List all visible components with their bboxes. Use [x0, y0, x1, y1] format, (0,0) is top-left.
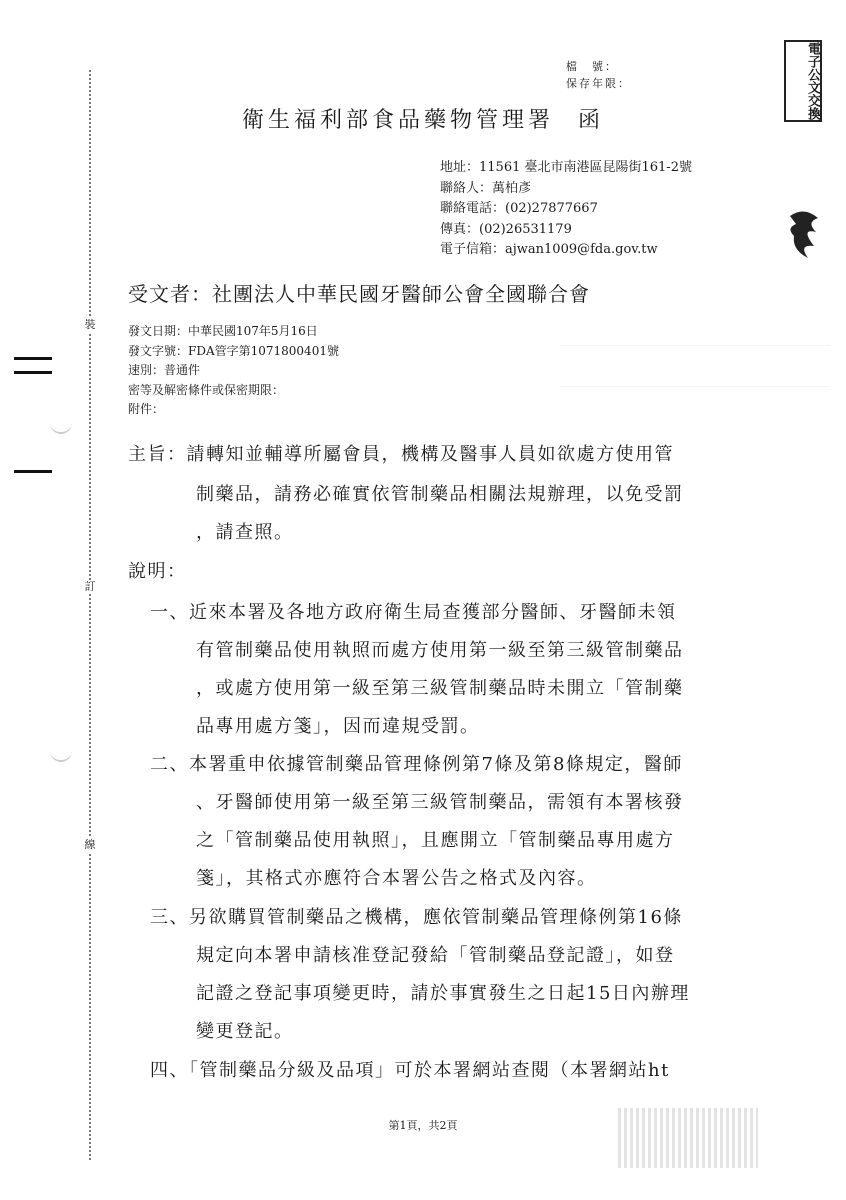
contact-phone: 聯絡電話：(02)27877667 [440, 201, 598, 216]
item-line: 有管制藥品使用執照而處方使用第一級至第三級管制藥品 [196, 640, 684, 661]
contact-block [440, 158, 692, 261]
item-line: 品專用處方箋」，因而違規受罰。 [196, 716, 480, 737]
item-line: 四、「管制藥品分級及品項」可於本署網站查閱（本署網站ht [150, 1060, 670, 1081]
agency-name: 衛生福利部食品藥物管理署 [241, 108, 554, 133]
page-number: 第1頁，共2頁 [388, 1119, 458, 1132]
delivery-speed: 速別：普通件 [128, 363, 201, 377]
contact-email: 電子信箱：ajwan1009@fda.gov.tw [440, 242, 658, 257]
exchange-stamp: 電子公文交換 [784, 40, 822, 122]
binding-line [89, 70, 91, 1160]
confidentiality: 密等及解密條件或保密期限： [128, 382, 285, 397]
binding-mark [14, 371, 52, 374]
binding-char-zhuang: 裝 [82, 318, 98, 332]
item-line: ，或處方使用第一級至第三級管制藥品時未開立「管制藥 [196, 678, 684, 699]
subject-line: 主旨：請轉知並輔導所屬會員，機構及醫事人員如欲處方使用管 [128, 444, 674, 465]
binding-char-ding: 訂 [82, 580, 98, 594]
contact-address: 地址：11561 臺北市南港區昆陽街161-2號 [440, 160, 692, 175]
scan-artifact [560, 345, 830, 387]
item-line: 箋」，其格式亦應符合本署公告之格式及內容。 [196, 868, 597, 889]
contact-fax: 傳真：(02)26531179 [440, 221, 572, 237]
page-title [0, 103, 846, 134]
subject-line: 制藥品，請務必確實依管制藥品相關法規辦理，以免受罰 [196, 484, 684, 505]
binding-char-xian: 線 [82, 838, 98, 852]
explanation-label: 說明： [128, 561, 187, 582]
retention-period-label: 保存年限： [566, 77, 631, 90]
punch-hole-mark [50, 420, 72, 434]
item-line: 、牙醫師使用第一級至第三級管制藥品，需領有本署核發 [196, 792, 684, 813]
item-line: 記證之登記事項變更時，請於事實發生之日起15日內辦理 [196, 983, 690, 1004]
recipient: 受文者：社團法人中華民國牙醫師公會全國聯合會 [128, 282, 590, 306]
item-line: 變更登記。 [196, 1021, 294, 1042]
punch-hole-mark [50, 748, 72, 762]
item-line: 規定向本署申請核准登記發給「管制藥品登記證」，如登 [196, 945, 675, 966]
document-number: 發文字號：FDA管字第1071800401號 [128, 343, 339, 358]
attachments: 附件： [128, 402, 165, 416]
binding-mark [14, 357, 52, 360]
document-meta [128, 322, 339, 420]
file-number-label: 檔 號： [566, 60, 618, 73]
item-line: 一、近來本署及各地方政府衛生局查獲部分醫師、牙醫師未領 [150, 602, 677, 623]
item-line: 之「管制藥品使用執照」，且應開立「管制藥品專用處方 [196, 830, 675, 851]
seal-fragment-icon [786, 206, 822, 262]
binding-mark [14, 470, 52, 473]
subject-line: ，請查照。 [196, 522, 294, 543]
issue-date: 發文日期：中華民國107年5月16日 [128, 324, 318, 338]
document-type: 函 [578, 108, 605, 133]
item-line: 二、本署重申依據管制藥品管理條例第7條及第8條規定，醫師 [150, 754, 683, 775]
contact-person: 聯絡人：萬柏彥 [440, 180, 532, 196]
item-line: 三、另欲購買管制藥品之機構，應依管制藥品管理條例第16條 [150, 907, 683, 928]
